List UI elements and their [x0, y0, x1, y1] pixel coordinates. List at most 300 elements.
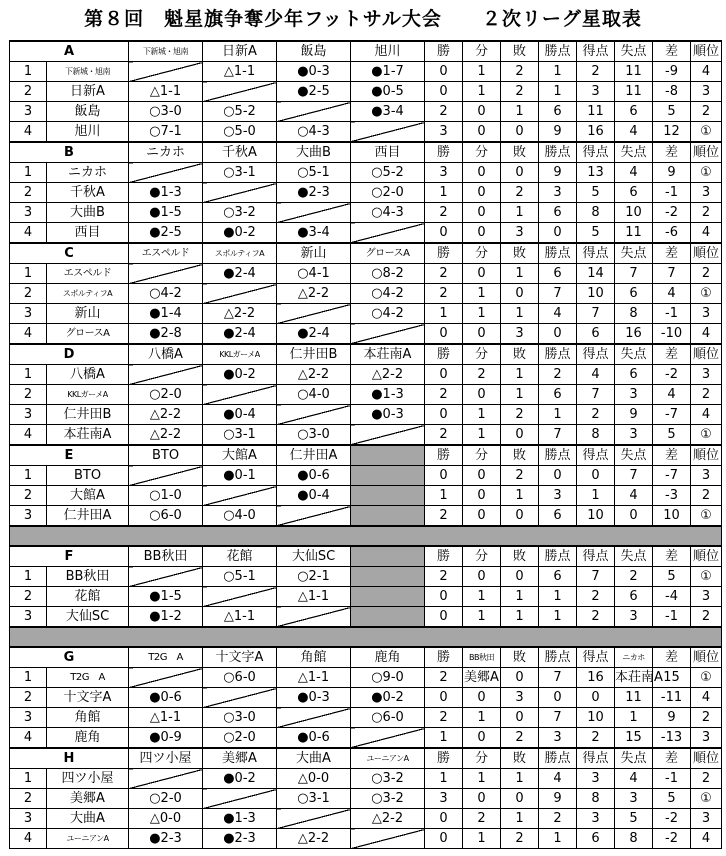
self-match-cell: [129, 769, 203, 789]
stat-cell: 8: [577, 789, 615, 809]
stat-cell: 2: [691, 385, 722, 405]
stat-cell: 1: [501, 365, 539, 385]
match-result: ●0-3: [277, 688, 351, 708]
column-header: 失点: [615, 243, 653, 264]
stat-cell: 6: [539, 203, 577, 223]
group-header-row: [10, 142, 722, 163]
column-header: 敗: [501, 344, 539, 365]
stat-cell: 1: [501, 809, 539, 829]
stat-cell: 10: [577, 708, 615, 728]
match-result: ●2-8: [129, 324, 203, 345]
match-result: ●0-2: [203, 223, 277, 244]
group-label: G: [10, 647, 129, 668]
self-match-cell: [129, 365, 203, 385]
stat-cell: 1: [501, 587, 539, 607]
self-match-cell: [277, 809, 351, 829]
stat-cell: 4: [691, 829, 722, 849]
stat-cell: 3: [539, 183, 577, 203]
team-number: 2: [10, 82, 47, 102]
group-header-row: [10, 748, 722, 769]
stat-cell: 7: [539, 668, 577, 688]
team-name: 大館A: [47, 486, 129, 506]
column-header: 敗: [501, 41, 539, 62]
match-result: △0-0: [277, 769, 351, 789]
opponent-header: エスペルド: [129, 243, 203, 264]
team-name: T2G A: [47, 668, 129, 688]
team-number: 3: [10, 708, 47, 728]
stat-cell: 0: [425, 466, 463, 486]
stat-cell: 7: [577, 385, 615, 405]
match-result: ○2-0: [351, 183, 425, 203]
column-header: 敗: [501, 243, 539, 264]
separator-bar: [10, 627, 722, 647]
stat-cell: 0: [425, 607, 463, 628]
stat-cell: 0: [501, 425, 539, 446]
stat-cell: 5: [577, 223, 615, 244]
opponent-header: グロースA: [351, 243, 425, 264]
stat-cell: 2: [501, 405, 539, 425]
team-name: グロースA: [47, 324, 129, 345]
empty-cell: [351, 486, 425, 506]
column-header: 差: [653, 647, 691, 668]
stat-cell: 0: [425, 223, 463, 244]
team-number: 2: [10, 385, 47, 405]
match-result: ●1-3: [129, 183, 203, 203]
match-result: ●0-2: [203, 365, 277, 385]
team-name: 大曲A: [47, 809, 129, 829]
match-result: △1-1: [277, 668, 351, 688]
stat-cell: 2: [425, 567, 463, 587]
stat-cell: 0: [425, 829, 463, 849]
column-header: BB秋田: [463, 647, 501, 668]
match-result: △2-2: [203, 304, 277, 324]
self-match-cell: [129, 163, 203, 183]
match-result: ●1-5: [129, 587, 203, 607]
self-match-cell: [203, 82, 277, 102]
stat-cell: 1: [463, 708, 501, 728]
table-row: [10, 587, 722, 607]
self-match-cell: [277, 607, 351, 628]
team-name: ユーニアンA: [47, 829, 129, 849]
match-result: ●1-2: [129, 607, 203, 628]
match-result: ○4-0: [203, 506, 277, 527]
match-result: ●3-4: [351, 102, 425, 122]
stat-cell: 7: [577, 304, 615, 324]
self-match-cell: [203, 789, 277, 809]
team-number: 4: [10, 324, 47, 345]
opponent-header: 千秋A: [203, 142, 277, 163]
stat-cell: 3: [691, 466, 722, 486]
self-match-cell: [351, 122, 425, 143]
stat-cell: 4: [691, 223, 722, 244]
stat-cell: -10: [653, 324, 691, 345]
stat-cell: 4: [691, 405, 722, 425]
stat-cell: 0: [463, 486, 501, 506]
stat-cell: 0: [463, 163, 501, 183]
column-header: 差: [653, 748, 691, 769]
team-number: 3: [10, 506, 47, 527]
stat-cell: 3: [425, 163, 463, 183]
team-number: 3: [10, 304, 47, 324]
table-row: [10, 486, 722, 506]
stat-cell: 2: [539, 809, 577, 829]
column-header: 順位: [691, 546, 722, 567]
opponent-header: 下新城・旭南: [129, 41, 203, 62]
stat-cell: 美郷A: [463, 668, 501, 688]
table-row: [10, 62, 722, 82]
column-header: 得点: [577, 748, 615, 769]
column-header: 得点: [577, 445, 615, 466]
column-header: 得点: [577, 344, 615, 365]
stat-cell: 9: [539, 163, 577, 183]
table-row: [10, 122, 722, 143]
match-result: ●0-4: [277, 486, 351, 506]
team-number: 2: [10, 284, 47, 304]
stat-cell: 0: [577, 688, 615, 708]
table-row: [10, 506, 722, 527]
team-number: 3: [10, 607, 47, 628]
stat-cell: 3: [691, 304, 722, 324]
opponent-header: 西目: [351, 142, 425, 163]
match-result: ●0-2: [351, 688, 425, 708]
standings-table: [9, 40, 722, 849]
stat-cell: 0: [425, 688, 463, 708]
empty-cell: [351, 466, 425, 486]
match-result: ○3-1: [203, 163, 277, 183]
self-match-cell: [203, 183, 277, 203]
table-row: [10, 789, 722, 809]
match-result: ●0-2: [203, 769, 277, 789]
stat-cell: 10: [577, 506, 615, 527]
stat-cell: 3: [691, 728, 722, 749]
match-result: ○2-0: [129, 789, 203, 809]
stat-cell: 2: [691, 769, 722, 789]
table-row: [10, 607, 722, 628]
column-header: 得点: [577, 546, 615, 567]
column-header: 順位: [691, 41, 722, 62]
empty-cell: [351, 607, 425, 628]
match-result: ○4-1: [277, 264, 351, 284]
stat-cell: 0: [463, 567, 501, 587]
match-result: ○3-0: [129, 102, 203, 122]
stat-cell: 1: [501, 769, 539, 789]
stat-cell: 1: [501, 607, 539, 628]
self-match-cell: [203, 688, 277, 708]
stat-cell: 2: [691, 607, 722, 628]
table-row: [10, 728, 722, 749]
stat-cell: 0: [615, 506, 653, 527]
table-row: [10, 668, 722, 688]
stat-cell: 15: [653, 668, 691, 688]
group-header-row: [10, 647, 722, 668]
stat-cell: 6: [539, 385, 577, 405]
stat-cell: 2: [691, 264, 722, 284]
stat-cell: 2: [425, 506, 463, 527]
stat-cell: 1: [425, 728, 463, 749]
stat-cell: 8: [615, 304, 653, 324]
stat-cell: 0: [463, 789, 501, 809]
team-name: 大曲B: [47, 203, 129, 223]
team-number: 4: [10, 829, 47, 849]
stat-cell: 4: [653, 385, 691, 405]
stat-cell: 0: [501, 122, 539, 143]
team-number: 2: [10, 486, 47, 506]
stat-cell: 0: [539, 223, 577, 244]
stat-cell: 2: [501, 466, 539, 486]
stat-cell: 7: [615, 264, 653, 284]
column-header: 勝点: [539, 647, 577, 668]
stat-cell: 2: [539, 365, 577, 385]
group-header-row: [10, 41, 722, 62]
column-header: 勝: [425, 41, 463, 62]
group-separator: [10, 526, 722, 546]
stat-cell: 1: [501, 264, 539, 284]
stat-cell: -13: [653, 728, 691, 749]
stat-cell: 1: [463, 587, 501, 607]
team-name: ニカホ: [47, 163, 129, 183]
group-label: E: [10, 445, 129, 466]
match-result: ●0-6: [277, 728, 351, 749]
team-name: 花館: [47, 587, 129, 607]
match-result: ●1-4: [129, 304, 203, 324]
team-number: 2: [10, 789, 47, 809]
team-name: BB秋田: [47, 567, 129, 587]
group-label: F: [10, 546, 129, 567]
stat-cell: 6: [539, 264, 577, 284]
match-result: ○7-1: [129, 122, 203, 143]
table-row: [10, 284, 722, 304]
stat-cell: -1: [653, 769, 691, 789]
column-header: 差: [653, 445, 691, 466]
team-number: 4: [10, 425, 47, 446]
match-result: ●2-4: [277, 324, 351, 345]
stat-cell: 0: [501, 506, 539, 527]
stat-cell: 6: [615, 365, 653, 385]
stat-cell: ①: [691, 163, 722, 183]
team-number: 2: [10, 183, 47, 203]
table-row: [10, 708, 722, 728]
stat-cell: 3: [501, 223, 539, 244]
stat-cell: 5: [615, 809, 653, 829]
stat-cell: 2: [425, 668, 463, 688]
match-result: ○3-1: [203, 425, 277, 446]
match-result: ○6-0: [203, 668, 277, 688]
column-header: 得点: [577, 41, 615, 62]
stat-cell: 2: [577, 62, 615, 82]
stat-cell: 3: [539, 486, 577, 506]
stat-cell: 2: [425, 203, 463, 223]
empty-cell: [351, 445, 425, 466]
team-number: 2: [10, 587, 47, 607]
team-name: BTO: [47, 466, 129, 486]
column-header: 得点: [577, 243, 615, 264]
stat-cell: 4: [691, 62, 722, 82]
column-header: 分: [463, 41, 501, 62]
stat-cell: 1: [539, 82, 577, 102]
empty-cell: [351, 546, 425, 567]
stat-cell: 2: [501, 829, 539, 849]
separator-bar: [10, 526, 722, 546]
column-header: 順位: [691, 243, 722, 264]
stat-cell: 3: [615, 385, 653, 405]
team-name: スポルティフA: [47, 284, 129, 304]
column-header: 得点: [577, 647, 615, 668]
stat-cell: 12: [653, 122, 691, 143]
table-row: [10, 809, 722, 829]
column-header: 敗: [501, 647, 539, 668]
match-result: ○5-2: [203, 102, 277, 122]
stat-cell: -2: [653, 809, 691, 829]
self-match-cell: [277, 203, 351, 223]
match-result: ●0-5: [351, 82, 425, 102]
stat-cell: 1: [425, 769, 463, 789]
column-header: 失点: [615, 41, 653, 62]
team-name: 旭川: [47, 122, 129, 143]
table-row: [10, 324, 722, 345]
column-header: 分: [463, 748, 501, 769]
stat-cell: 8: [615, 829, 653, 849]
stat-cell: 0: [463, 385, 501, 405]
opponent-header: 新山: [277, 243, 351, 264]
stat-cell: 3: [425, 789, 463, 809]
stat-cell: -9: [653, 62, 691, 82]
column-header: 失点: [615, 344, 653, 365]
column-header: 勝: [425, 445, 463, 466]
stat-cell: 13: [577, 163, 615, 183]
match-result: ○4-2: [351, 284, 425, 304]
team-name: 仁井田A: [47, 506, 129, 527]
group-header-row: [10, 344, 722, 365]
stat-cell: 1: [463, 82, 501, 102]
stat-cell: 11: [615, 223, 653, 244]
team-number: 4: [10, 122, 47, 143]
stat-cell: 0: [501, 284, 539, 304]
stat-cell: 6: [615, 183, 653, 203]
opponent-header: ユーニアンA: [351, 748, 425, 769]
stat-cell: 0: [539, 466, 577, 486]
opponent-header: 鹿角: [351, 647, 425, 668]
column-header: 勝点: [539, 748, 577, 769]
self-match-cell: [351, 728, 425, 749]
match-result: ●0-1: [203, 466, 277, 486]
table-row: [10, 425, 722, 446]
team-name: 日新A: [47, 82, 129, 102]
opponent-header: 四ツ小屋: [129, 748, 203, 769]
team-name: 八橋A: [47, 365, 129, 385]
match-result: ○4-0: [277, 385, 351, 405]
stat-cell: 9: [653, 163, 691, 183]
opponent-header: 旭川: [351, 41, 425, 62]
stat-cell: 2: [691, 102, 722, 122]
stat-cell: 9: [615, 405, 653, 425]
stat-cell: 3: [691, 183, 722, 203]
page-title: 第８回 魁星旗争奪少年フットサル大会 ２次リーグ星取表: [84, 8, 642, 30]
stat-cell: 本荘南A: [615, 668, 653, 688]
stat-cell: 3: [577, 82, 615, 102]
stat-cell: 1: [463, 769, 501, 789]
stat-cell: 2: [425, 708, 463, 728]
stat-cell: 1: [539, 829, 577, 849]
column-header: 失点: [615, 142, 653, 163]
team-number: 3: [10, 405, 47, 425]
stat-cell: 9: [539, 122, 577, 143]
stat-cell: 2: [501, 183, 539, 203]
stat-cell: 1: [425, 183, 463, 203]
stat-cell: 0: [425, 324, 463, 345]
match-result: △2-2: [129, 425, 203, 446]
opponent-header: BB秋田: [129, 546, 203, 567]
stat-cell: 0: [501, 567, 539, 587]
stat-cell: 1: [501, 486, 539, 506]
opponent-header: 花館: [203, 546, 277, 567]
stat-cell: 8: [577, 203, 615, 223]
team-name: 仁井田B: [47, 405, 129, 425]
opponent-header: 飯島: [277, 41, 351, 62]
stat-cell: 2: [691, 486, 722, 506]
stat-cell: 0: [425, 587, 463, 607]
stat-cell: 0: [463, 223, 501, 244]
team-number: 1: [10, 62, 47, 82]
stat-cell: 0: [425, 365, 463, 385]
opponent-header: 大仙SC: [277, 546, 351, 567]
team-name: 鹿角: [47, 728, 129, 749]
match-result: ○3-1: [277, 789, 351, 809]
match-result: ●2-5: [129, 223, 203, 244]
team-number: 2: [10, 688, 47, 708]
stat-cell: 6: [539, 506, 577, 527]
stat-cell: 7: [539, 284, 577, 304]
stat-cell: 7: [653, 264, 691, 284]
team-name: 千秋A: [47, 183, 129, 203]
stat-cell: 7: [615, 466, 653, 486]
stat-cell: 1: [463, 62, 501, 82]
column-header: 得点: [577, 142, 615, 163]
table-row: [10, 264, 722, 284]
stat-cell: 0: [539, 688, 577, 708]
opponent-header: 大館A: [203, 445, 277, 466]
stat-cell: 0: [463, 506, 501, 527]
column-header: 敗: [501, 748, 539, 769]
stat-cell: 10: [653, 506, 691, 527]
table-row: [10, 365, 722, 385]
match-result: △2-2: [277, 829, 351, 849]
stat-cell: -7: [653, 466, 691, 486]
column-header: 勝: [425, 647, 463, 668]
stat-cell: 6: [577, 829, 615, 849]
opponent-header: スポルティフA: [203, 243, 277, 264]
column-header: 分: [463, 344, 501, 365]
stat-cell: 1: [615, 708, 653, 728]
stat-cell: 1: [539, 405, 577, 425]
column-header: 差: [653, 243, 691, 264]
team-number: 3: [10, 203, 47, 223]
match-result: ●1-5: [129, 203, 203, 223]
stat-cell: -1: [653, 183, 691, 203]
column-header: 分: [463, 445, 501, 466]
match-result: ○3-0: [277, 425, 351, 446]
stat-cell: 0: [463, 728, 501, 749]
stat-cell: 0: [463, 122, 501, 143]
empty-cell: [351, 587, 425, 607]
stat-cell: 3: [501, 688, 539, 708]
column-header: 勝点: [539, 546, 577, 567]
stat-cell: 4: [615, 769, 653, 789]
column-header: 差: [653, 41, 691, 62]
stat-cell: -1: [653, 607, 691, 628]
group-separator: [10, 627, 722, 647]
team-number: 1: [10, 163, 47, 183]
group-label: D: [10, 344, 129, 365]
